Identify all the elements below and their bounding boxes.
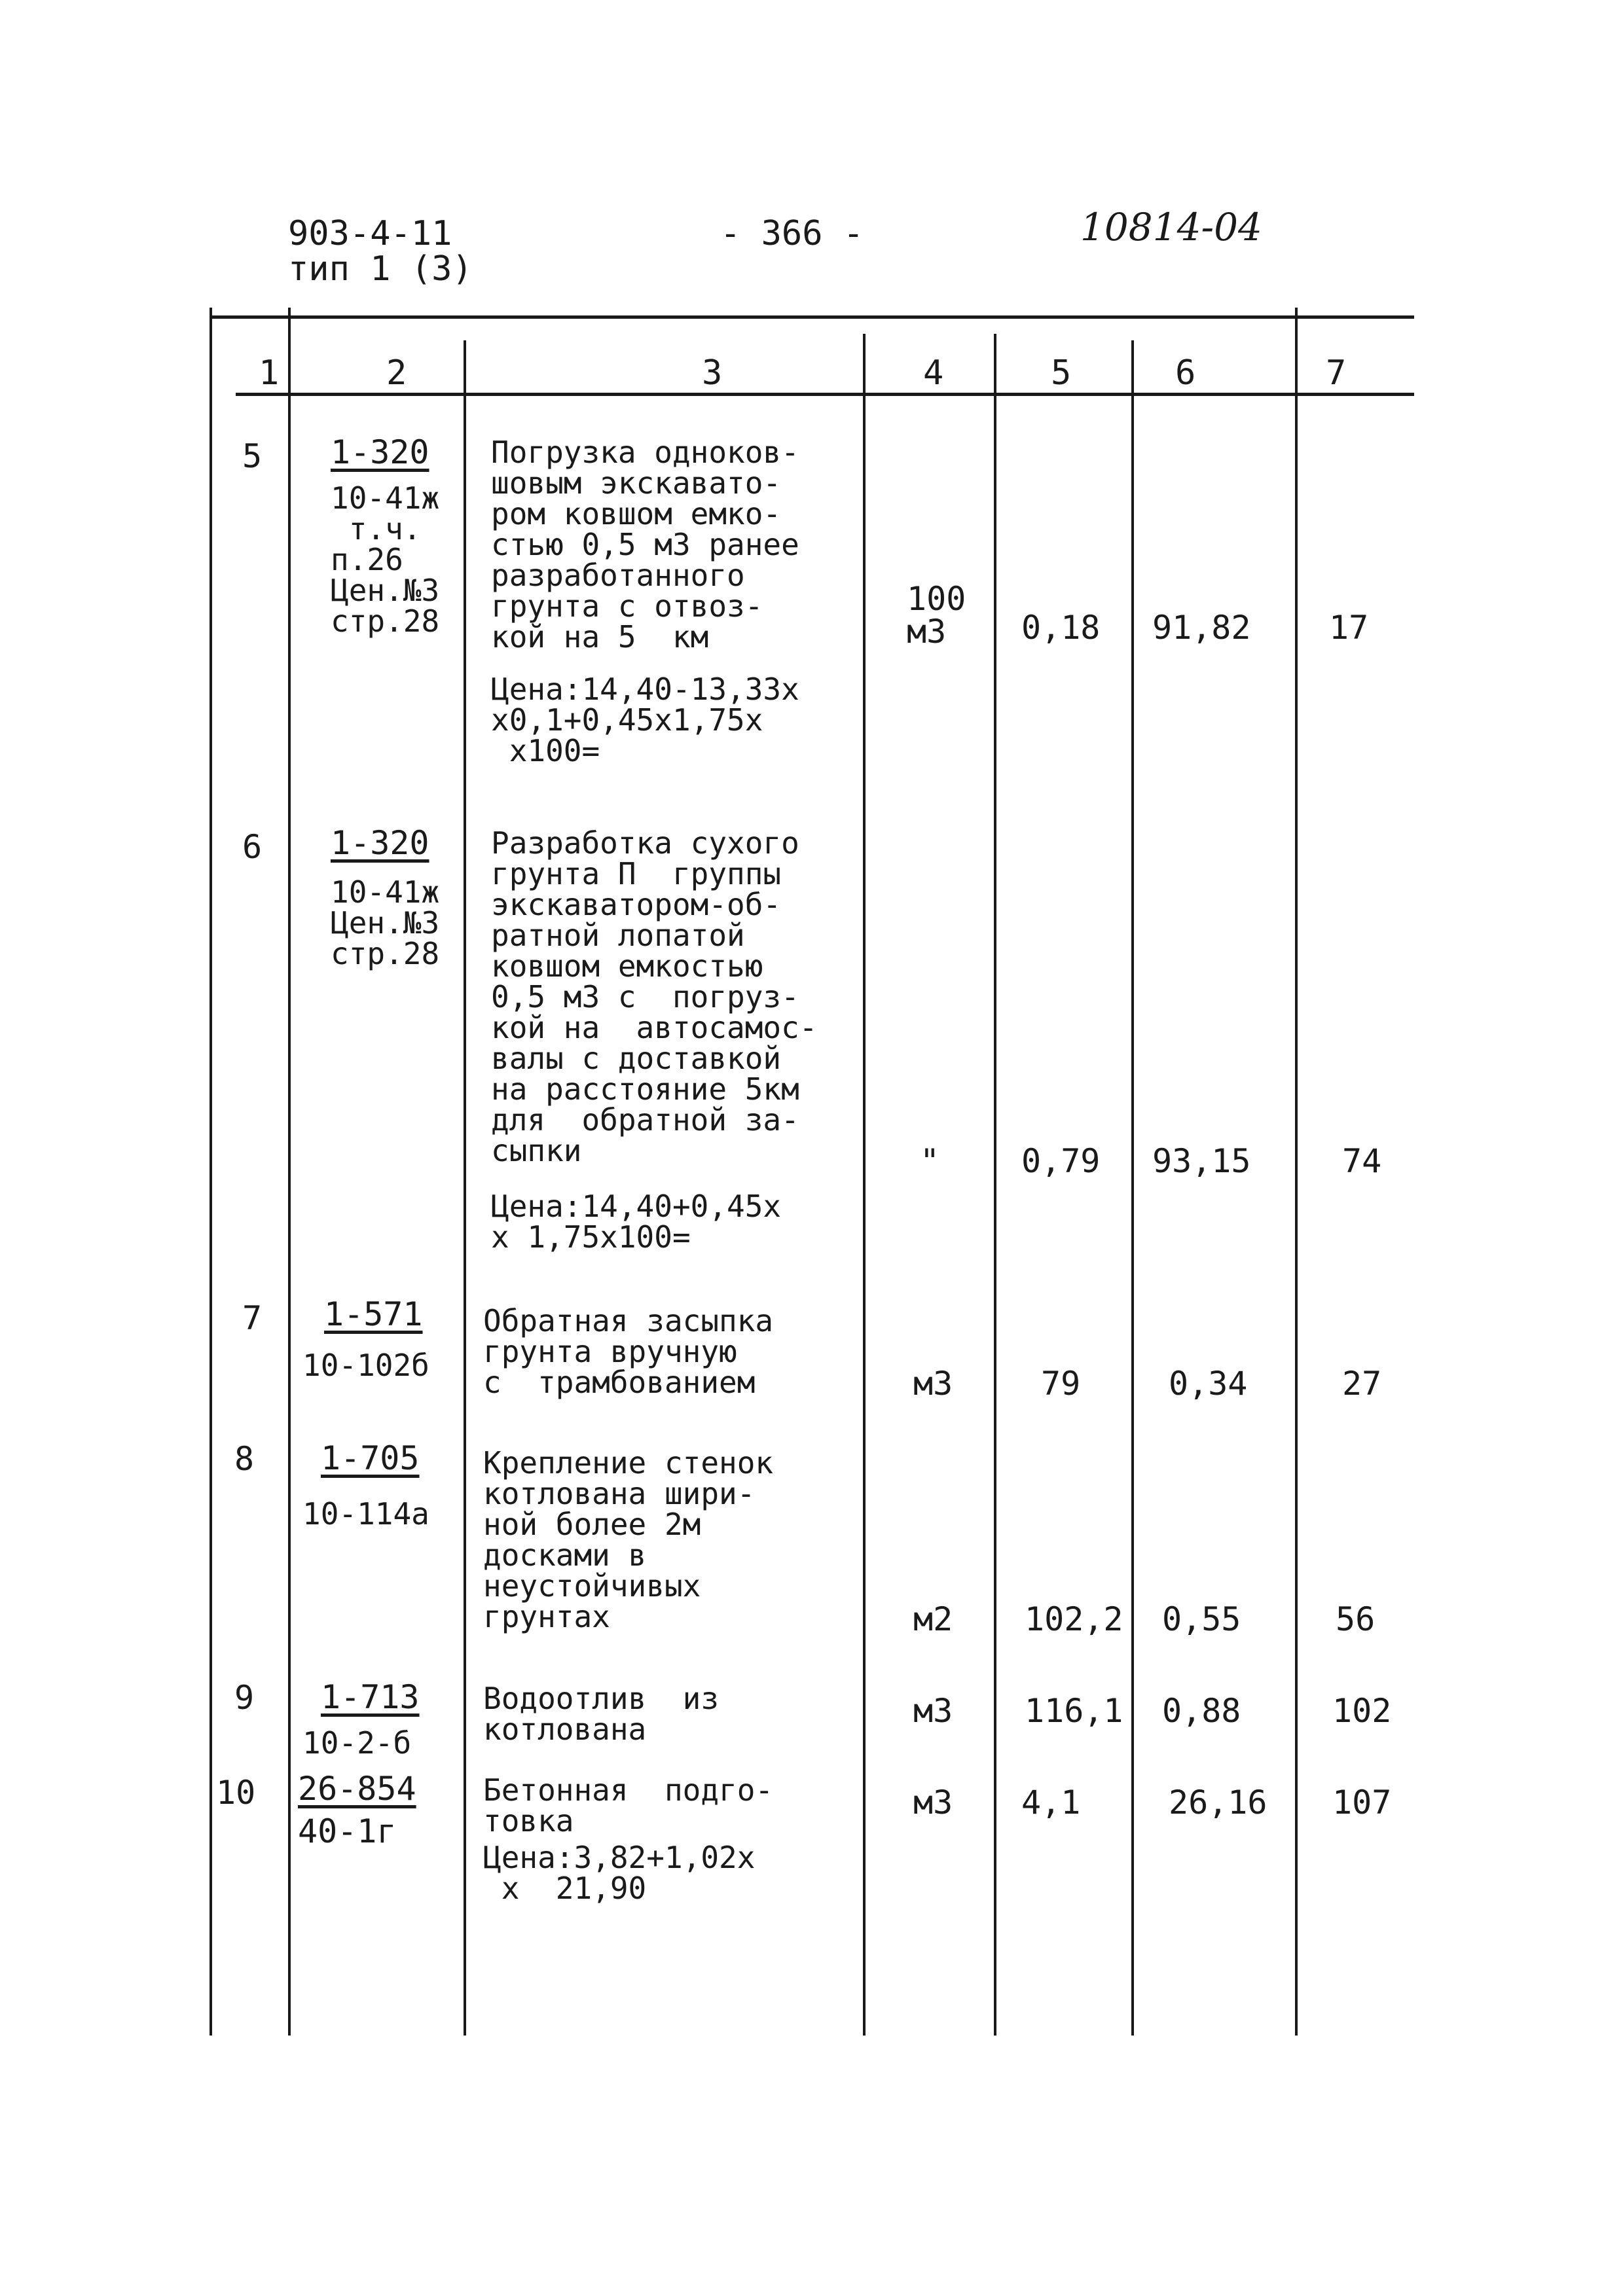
work-description: Погрузка одноков- шовым экскавато- ром ковшом емко- стью 0,5 м3 ранее разработанного грунта с отвоз- кой на 5 км: [491, 435, 799, 655]
unit: 100 м3: [907, 580, 966, 651]
unit: м3: [913, 1365, 953, 1403]
norm-reference: 10-41ж Цен.№3 стр.28: [331, 874, 440, 971]
total-cost: 102: [1332, 1692, 1392, 1730]
total-cost: 27: [1342, 1365, 1382, 1403]
unit: м2: [913, 1600, 953, 1638]
page-number: - 366 -: [720, 214, 864, 253]
norm-code: 26-854: [298, 1770, 416, 1808]
work-description: Разработка сухого грунта П группы экскаватором-об- ратной лопатой ковшом емкостью 0,5 м3 с погруз- кой на автосамос- валы с доставкой на расстояние 5км для обратной за- сыпки: [491, 825, 818, 1168]
document-code: 903-4-11 тип 1 (3): [288, 214, 473, 289]
unit-price: 0,88: [1162, 1692, 1241, 1730]
col-head-1: 1: [259, 353, 280, 393]
row-number: 5: [242, 437, 263, 475]
table-left-border: [210, 308, 212, 2036]
col-divider-6: [1295, 308, 1298, 2036]
unit-price: 0,34: [1169, 1365, 1248, 1403]
norm-code: 1-571: [324, 1295, 423, 1333]
norm-reference: 10-41ж т.ч. п.26 Цен.№3 стр.28: [331, 480, 440, 639]
work-description: Обратная засыпка грунта вручную с трамбованием: [483, 1303, 774, 1400]
norm-code: 1-713: [321, 1678, 420, 1716]
col-divider-2: [464, 340, 466, 2036]
norm-reference: 10-2-б: [302, 1725, 412, 1761]
table-header-line: [236, 393, 1414, 396]
col-head-6: 6: [1175, 353, 1196, 393]
col-head-7: 7: [1326, 353, 1347, 393]
unit-price: 26,16: [1169, 1784, 1267, 1821]
col-head-5: 5: [1051, 353, 1072, 393]
quantity: 0,18: [1021, 609, 1101, 647]
unit: м3: [913, 1692, 953, 1730]
norm-reference: 40-1г: [298, 1812, 397, 1850]
col-divider-3: [863, 334, 866, 2036]
row-number: 10: [216, 1774, 256, 1812]
unit: м3: [913, 1784, 953, 1821]
work-description: Водоотлив из котлована: [483, 1681, 720, 1747]
quantity: 0,79: [1021, 1142, 1101, 1180]
total-cost: 56: [1336, 1600, 1376, 1638]
norm-reference: 10-114а: [302, 1496, 429, 1532]
unit: ": [920, 1142, 940, 1180]
row-number: 6: [242, 828, 263, 866]
row-number: 9: [234, 1679, 255, 1717]
row-number: 7: [242, 1299, 263, 1337]
price-calculation: Цена:3,82+1,02х х 21,90: [483, 1840, 756, 1906]
unit-price: 91,82: [1152, 609, 1251, 647]
col-head-2: 2: [386, 353, 407, 393]
total-cost: 74: [1342, 1142, 1382, 1180]
work-description: Бетонная подго- товка: [483, 1772, 774, 1839]
unit-price: 0,55: [1162, 1600, 1241, 1638]
norm-reference: 10-102б: [302, 1348, 429, 1383]
col-head-4: 4: [923, 353, 944, 393]
inventory-number: 10814-04: [1080, 205, 1262, 249]
quantity: 102,2: [1025, 1600, 1123, 1638]
col-divider-4: [994, 334, 996, 2036]
col-head-3: 3: [702, 353, 723, 393]
total-cost: 17: [1329, 609, 1369, 647]
norm-code: 1-320: [331, 824, 429, 862]
col-divider-5: [1131, 340, 1134, 2036]
norm-code: 1-705: [321, 1439, 420, 1477]
table-top-line: [210, 315, 1414, 319]
col-divider-1: [288, 308, 291, 2036]
quantity: 79: [1041, 1365, 1081, 1403]
norm-code: 1-320: [331, 433, 429, 471]
price-calculation: Цена:14,40-13,33х х0,1+0,45х1,75х х100=: [491, 672, 799, 768]
total-cost: 107: [1332, 1784, 1392, 1821]
quantity: 116,1: [1025, 1692, 1123, 1730]
row-number: 8: [234, 1440, 255, 1478]
work-description: Крепление стенок котлована шири- ной более 2м досками в неустойчивых грунтах: [483, 1445, 774, 1634]
price-calculation: Цена:14,40+0,45х х 1,75х100=: [491, 1189, 782, 1255]
unit-price: 93,15: [1152, 1142, 1251, 1180]
quantity: 4,1: [1021, 1784, 1081, 1821]
